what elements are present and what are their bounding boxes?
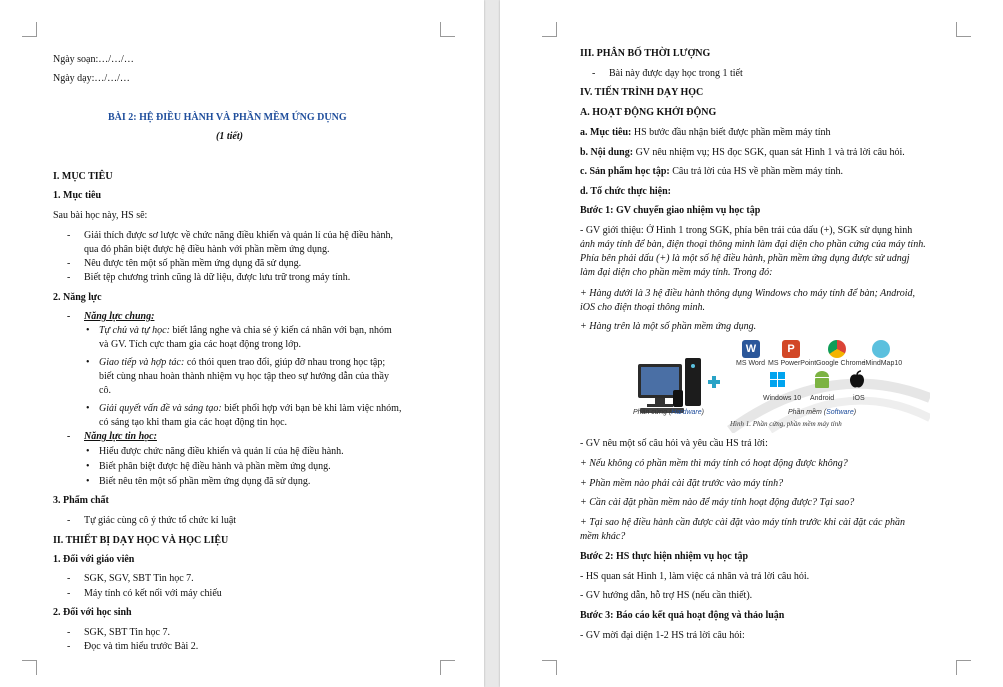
step-heading: Bước 3: Báo cáo kết quả hoạt động và thảo luận — [580, 610, 785, 621]
margin-mark — [440, 22, 455, 37]
bullet-item-cont: biết cùng nhau hoàn thành nhiệm vụ học tập theo sự hướng dẫn của thầy — [99, 371, 389, 382]
subsection-heading: 1. Mục tiêu — [53, 190, 102, 201]
software-label: Phần mềm (Software) — [788, 409, 857, 416]
paragraph: - HS quan sát Hình 1, làm việc cá nhân và trả lời câu hỏi. — [580, 571, 810, 582]
app-label: MS Word — [736, 360, 766, 367]
list-item: - Năng lực chung: — [84, 310, 154, 323]
margin-mark — [956, 660, 971, 675]
list-item-cont: qua đó phân biệt được hệ điều hành với phần mềm ứng dụng. — [84, 244, 330, 255]
apple-icon — [850, 371, 864, 388]
bullet-item-cont: có sáng tạo khi tham gia các hoạt động tin học. — [99, 417, 288, 428]
plus-v — [712, 376, 716, 388]
chrome-icon — [828, 340, 846, 358]
question-cont: mềm khác? — [580, 531, 626, 542]
list-item: - SGK, SGV, SBT Tin học 7. — [84, 572, 194, 585]
paragraph: Sau bài học này, HS sẽ: — [53, 210, 148, 221]
bullet-item: • Giải quyết vấn đề và sáng tạo: biết phối hợp với bạn bè khi làm việc nhóm, — [99, 402, 401, 415]
os-label: iOS — [853, 395, 865, 402]
margin-mark — [440, 660, 455, 675]
paragraph: a. Mục tiêu: HS bước đầu nhận biết được phần mềm máy tính — [580, 127, 831, 138]
monitor-stand — [655, 398, 665, 404]
paragraph-line: + Hàng dưới là 3 hệ điều hành thông dụng Windows cho máy tính để bàn; Android, — [580, 288, 916, 299]
paragraph: - GV nêu một số câu hỏi và yêu cầu HS trả lời: — [580, 438, 768, 449]
imindmap-icon — [872, 340, 890, 358]
subsection-heading: 2. Đối với học sinh — [53, 607, 132, 618]
bullet-item: • Tự chủ và tự học: biết lắng nghe và chia sẻ ý kiến cá nhân với bạn, nhóm — [99, 324, 392, 337]
bullet-item-cont: cô. — [99, 385, 111, 396]
list-item: - Bài này được dạy học trong 1 tiết — [609, 67, 743, 80]
list-item: - Tự giác cùng cô ý thức tổ chức kỉ luật — [84, 514, 236, 527]
step-heading: Bước 2: HS thực hiện nhiệm vụ học tập — [580, 551, 749, 562]
android-icon — [815, 371, 829, 388]
bullet-item: • Giao tiếp và hợp tác: có thói quen trao đổi, giúp đỡ nhau trong học tập; — [99, 356, 385, 369]
bullet-item: • Biết nêu tên một số phần mềm ứng dụng đã sử dụng. — [99, 475, 310, 488]
lesson-duration: (1 tiết) — [216, 131, 243, 142]
paragraph-line: làm đại diện cho phần mềm máy tính. Trong đó: — [580, 267, 773, 278]
question: + Phần mềm nào phải cài đặt trước vào máy tính? — [580, 478, 784, 489]
app-label: iMindMap10 — [864, 360, 903, 367]
subsection-heading: 3. Phẩm chất — [53, 495, 109, 506]
bullet-item-cont: và GV. Tích cực tham gia các hoạt động trong lớp. — [99, 339, 301, 350]
word-icon: W — [742, 340, 760, 358]
lesson-title: BÀI 2: HỆ ĐIỀU HÀNH VÀ PHẦN MỀM ỨNG DỤNG — [108, 112, 347, 123]
monitor-screen — [641, 367, 679, 395]
list-item: - Biết tệp chương trình cũng là dữ liệu, được lưu trữ trong máy tính. — [84, 271, 350, 284]
paragraph: b. Nội dung: GV nêu nhiệm vụ; HS đọc SGK, quan sát Hình 1 và trả lời câu hỏi. — [580, 147, 905, 158]
bullet-item: • Hiểu được chức năng điều khiển và quản lí của hệ điều hành. — [99, 445, 344, 458]
margin-mark — [542, 22, 557, 37]
windows-icon — [770, 372, 785, 387]
margin-mark — [956, 22, 971, 37]
app-label: Google Chrome — [816, 360, 866, 367]
os-label: Android — [810, 395, 835, 402]
monitor-base — [647, 404, 673, 407]
list-item: - SGK, SBT Tin học 7. — [84, 626, 170, 639]
figure-caption: Hình 1. Phần cứng, phần mềm máy tính — [730, 420, 842, 428]
question: + Cần cài đặt phần mềm nào để máy tính hoạt động được? Tại sao? — [580, 497, 855, 508]
section-heading: III. PHÂN BỐ THỜI LƯỢNG — [580, 48, 711, 59]
subsection-heading: 2. Năng lực — [53, 292, 102, 303]
section-heading: IV. TIẾN TRÌNH DẠY HỌC — [580, 87, 704, 98]
figure-hardware-software — [630, 338, 930, 433]
question: + Tại sao hệ điều hành cần được cài đặt vào máy tính trước khi cài đặt các phần — [580, 517, 905, 528]
list-item: - Đọc và tìm hiểu trước Bài 2. — [84, 640, 198, 653]
paragraph-line: - GV giới thiệu: Ở Hình 1 trong SGK, phía bên trái của dấu (+), SGK sử dụng hình — [580, 225, 913, 236]
bullet-item: • Biết phân biệt được hệ điều hành và phần mềm ứng dụng. — [99, 460, 331, 473]
paragraph: d. Tổ chức thực hiện: — [580, 186, 671, 197]
paragraph-line: + Hàng trên là một số phần mềm ứng dụng. — [580, 321, 757, 332]
document-page-left — [0, 0, 484, 687]
paragraph: c. Sản phẩm học tập: Câu trả lời của HS về phần mềm máy tính. — [580, 166, 844, 177]
margin-mark — [22, 660, 37, 675]
powerpoint-icon: P — [782, 340, 800, 358]
hardware-label: Phần cứng (Hardware) — [633, 409, 704, 416]
list-item: - Máy tính có kết nối với máy chiếu — [84, 587, 222, 600]
paragraph: - GV hướng dẫn, hỗ trợ HS (nếu cần thiết). — [580, 590, 753, 601]
list-item: - Nêu được tên một số phần mềm ứng dụng đã sử dụng. — [84, 257, 301, 270]
tower-light — [691, 364, 695, 368]
paragraph-line: ảnh máy tính để bàn, điện thoại thông minh làm đại diện cho phần cứng của máy tính. — [580, 239, 926, 250]
paragraph-line: iOS cho điện thoại thông minh. — [580, 302, 705, 313]
margin-mark — [542, 660, 557, 675]
os-label: Windows 10 — [763, 395, 802, 402]
question: + Nếu không có phần mềm thì máy tính có hoạt động được không? — [580, 458, 848, 469]
section-heading: II. THIẾT BỊ DẠY HỌC VÀ HỌC LIỆU — [53, 535, 229, 546]
paragraph: - GV mời đại diện 1-2 HS trả lời câu hỏi: — [580, 630, 745, 641]
subsection-heading: A. HOẠT ĐỘNG KHỞI ĐỘNG — [580, 107, 717, 118]
step-heading: Bước 1: GV chuyển giao nhiệm vụ học tập — [580, 205, 761, 216]
paragraph-line: Phía bên phải dấu (+) là một số hệ điều hành, phần mềm ứng dụng được sử udngj — [580, 253, 910, 264]
subsection-heading: 1. Đối với giáo viên — [53, 554, 135, 565]
date-prep: Ngày soạn:…/…/… — [53, 54, 134, 65]
list-item: - Năng lực tin học: — [84, 430, 157, 443]
list-item: - Giải thích được sơ lược về chức năng điều khiển và quản lí của hệ điều hành, — [84, 229, 393, 242]
date-teach: Ngày dạy:…/…/… — [53, 73, 130, 84]
section-heading: I. MỤC TIÊU — [53, 171, 113, 182]
phone-shape — [673, 390, 683, 407]
app-label: MS PowerPoint — [768, 360, 817, 367]
margin-mark — [22, 22, 37, 37]
